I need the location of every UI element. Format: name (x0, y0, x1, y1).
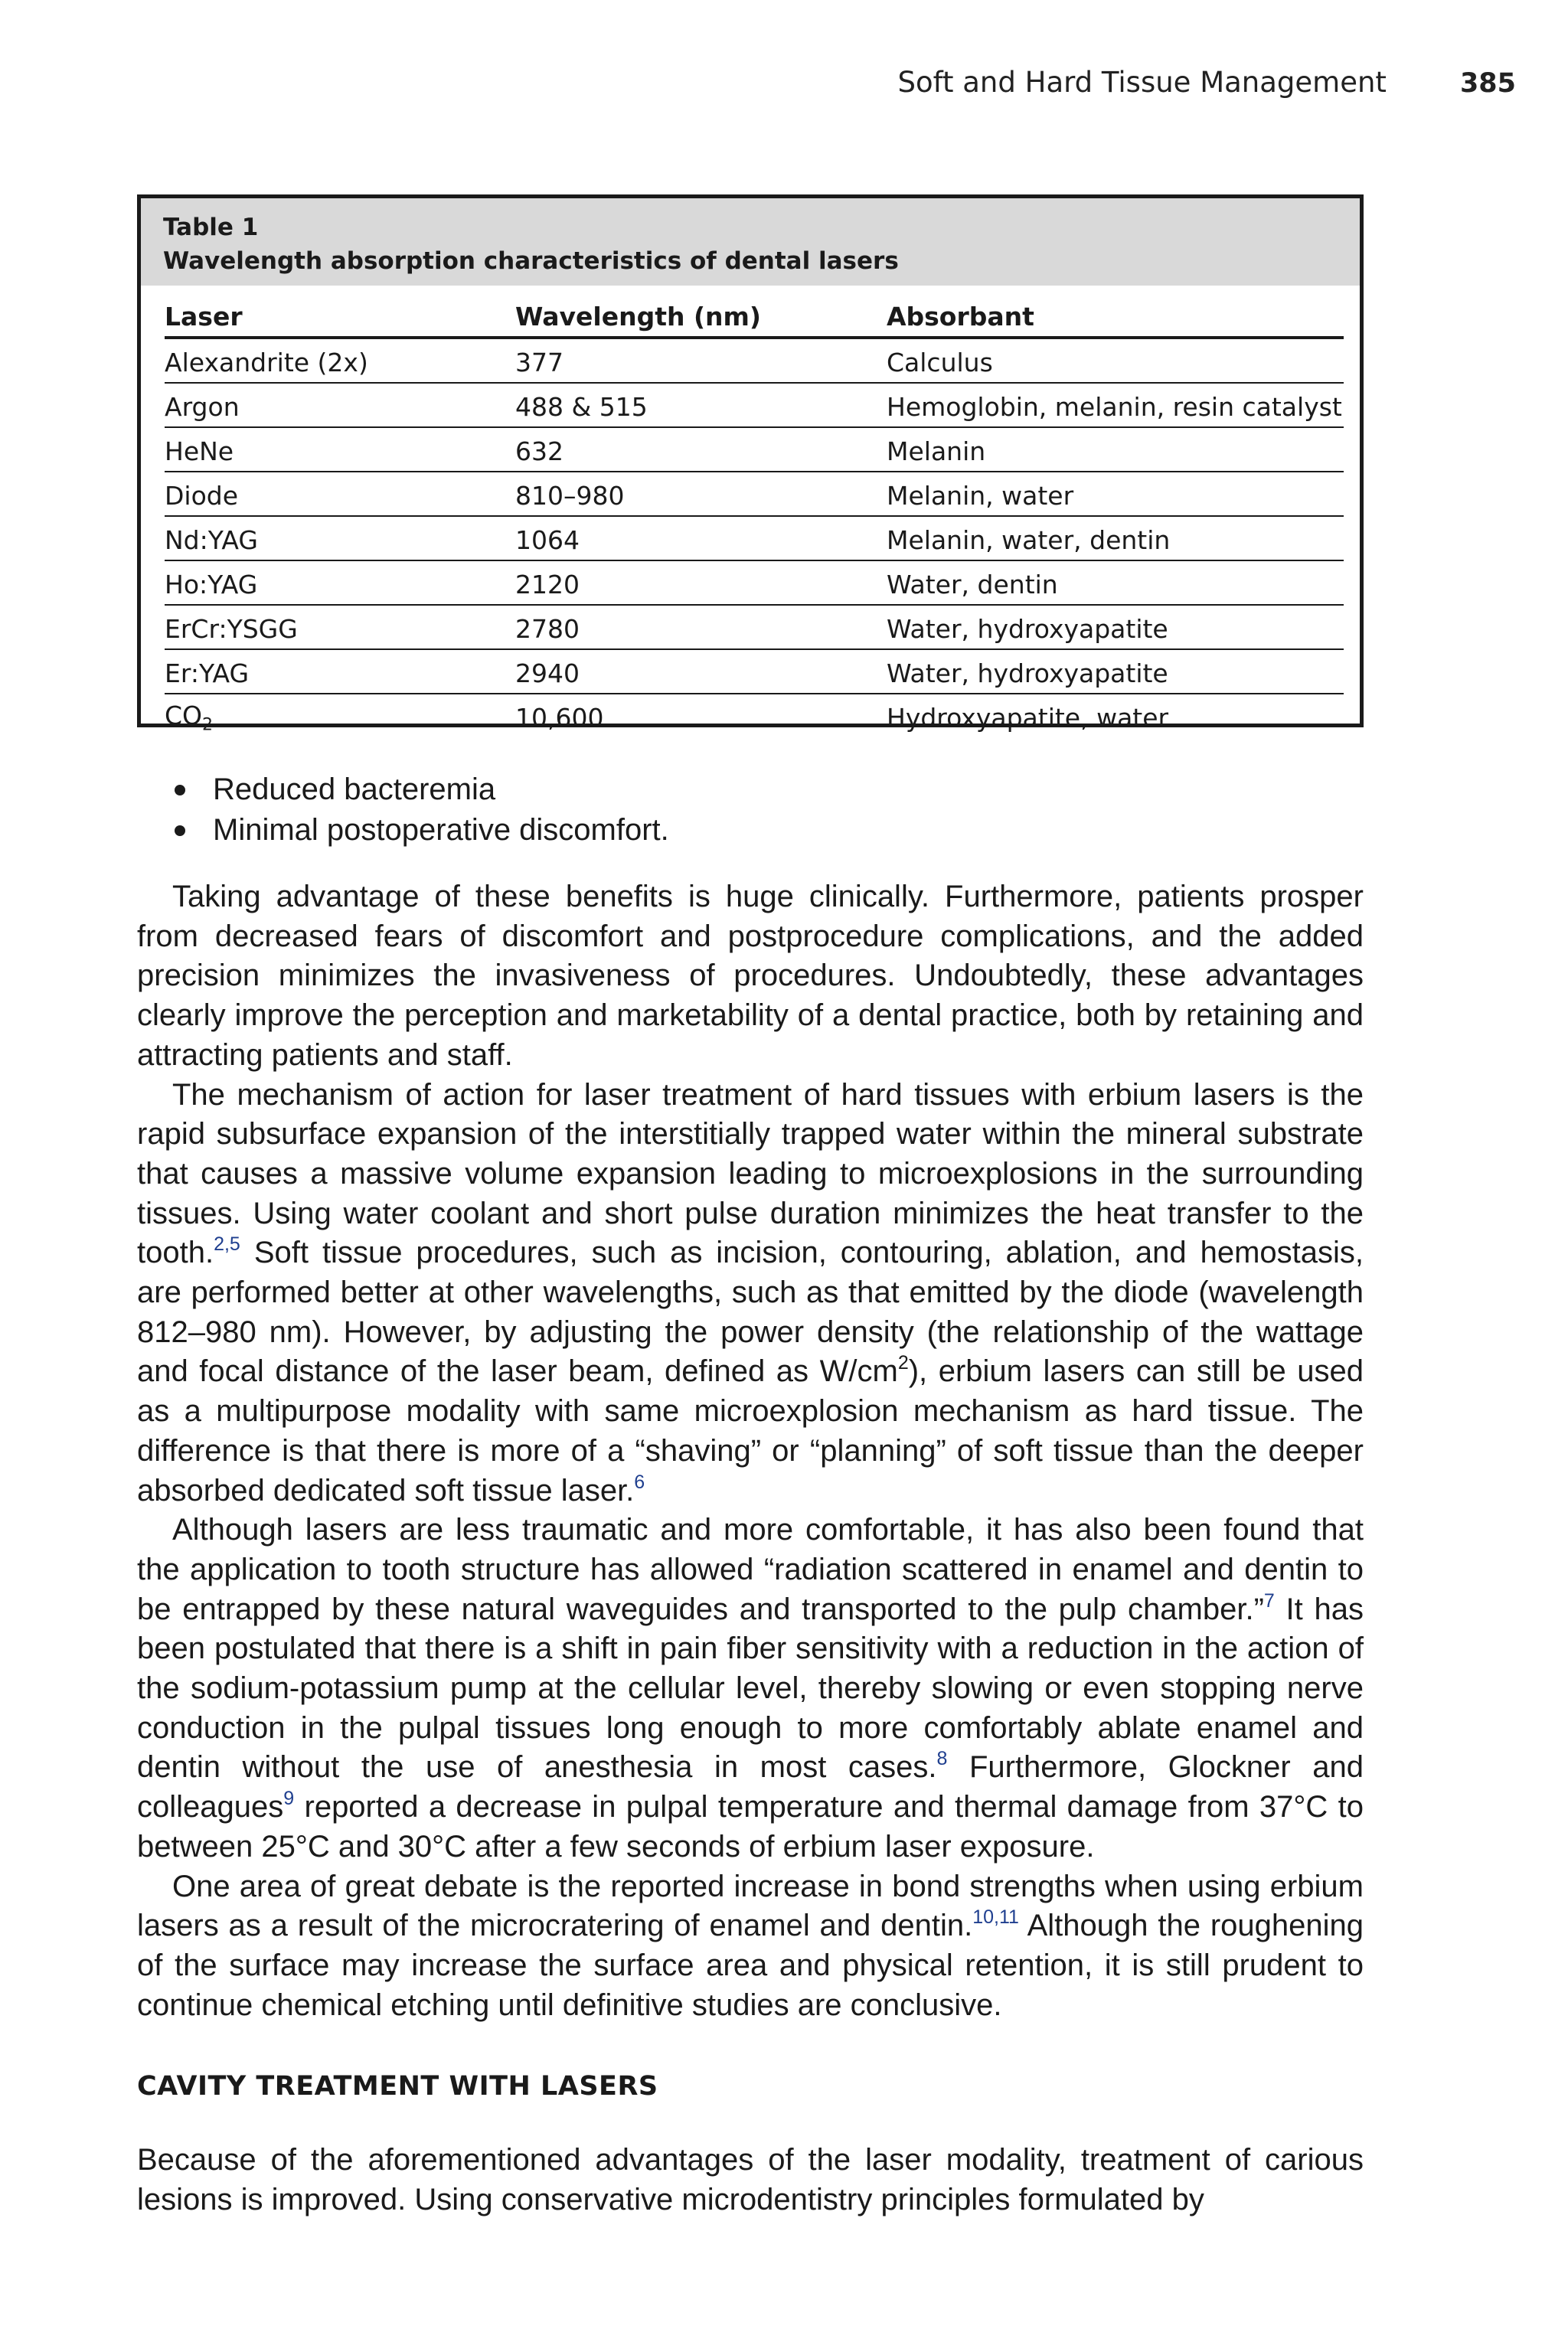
paragraph-text: The mechanism of action for laser treatment of hard tissues with erbium lasers is the rapid subsurface expansion of the interstitially trapped water within the mineral substrate that causes a massive volume expansion leading to microexplosions in the surrounding tissues. Using water coolant and short pulse duration minimizes the heat transfer to the tooth. (137, 1077, 1364, 1270)
paragraph-2 (137, 1076, 1364, 1511)
paragraph-text: Soft tissue procedures, such as incision, contouring, ablation, and hemostasis, are performed better at other wavelengths, such as that emitted by the diode (wavelength 812–980 nm). However, by adjusting the power density (the relationship of the wattage and focal distance of the laser beam, defined as W/cm (137, 1236, 1364, 1389)
absorbant-cell: Water, hydroxyapatite (887, 649, 1344, 694)
table-row (165, 560, 1344, 605)
citation-ref[interactable]: 9 (283, 1788, 295, 1810)
paragraph-text: Taking advantage of these benefits is huge clinically. Furthermore, patients prosper from decreased fears of discomfort and postprocedure complications, and the added precision minimizes the invasiveness of procedures. Undoubtedly, these advantages clearly improve the perception and marketability of a dental practice, both by retaining and attracting patients and staff. (137, 880, 1364, 1072)
table-row (165, 338, 1344, 383)
paragraph-text: ), erbium lasers can still be used as a multipurpose modality with same microexplosion mechanism as hard tissue. The difference is that there is more of a “shaving” or “planning” of soft tissue than the deeper absorbed dedicated soft tissue laser. (137, 1354, 1364, 1508)
column-header-laser: Laser (165, 296, 515, 338)
table-row (165, 605, 1344, 649)
wavelength-cell: 2120 (515, 560, 887, 605)
laser-cell: $CO_2$ (165, 700, 214, 735)
table-caption (141, 198, 1360, 286)
benefit-list (175, 769, 669, 851)
paragraph-4 (137, 1867, 1364, 2026)
citation-ref[interactable]: 6 (634, 1471, 645, 1493)
table-1 (137, 194, 1364, 735)
running-title: Soft and Hard Tissue Management (897, 66, 1387, 99)
paragraph-1 (137, 877, 1364, 1076)
table-title: Wavelength absorption characteristics of dental lasers (163, 247, 899, 275)
absorbant-cell: Hydroxyapatite, water (887, 702, 1169, 733)
paragraph-text: Although lasers are less traumatic and more comfortable, it has also been found that the application to tooth structure has allowed “radiation scattered in enamel and dentin to be entrapped by these natural waveguides and transported to the pulp chamber.” (137, 1513, 1364, 1626)
wavelength-cell: 2780 (515, 605, 887, 649)
list-item: Minimal postoperative discomfort. (175, 810, 669, 851)
table-row (165, 649, 1344, 694)
laser-table (165, 296, 1344, 737)
absorbant-cell: Melanin, water (887, 472, 1344, 516)
body-text (137, 877, 1364, 2025)
table-row (165, 427, 1344, 472)
laser-cell: Ho:YAG (165, 560, 515, 605)
laser-cell: ErCr:YSGG (165, 605, 515, 649)
paragraph-3 (137, 1511, 1364, 1867)
wavelength-cell: 377 (515, 338, 887, 383)
running-header (865, 66, 1516, 99)
subscript: 2 (202, 715, 214, 735)
table-label: Table 1 (163, 214, 259, 241)
table-row (165, 694, 1344, 737)
paragraph-text: One area of great debate is the reported increase in bond strengths when using erbium lasers as a result of the microcratering of enamel and dentin. (137, 1869, 1364, 1943)
page-number: 385 (1459, 68, 1516, 99)
citation-ref[interactable]: 7 (1263, 1589, 1275, 1612)
absorbant-cell: Hemoglobin, melanin, resin catalyst (887, 383, 1344, 427)
column-header-absorbant: Absorbant (887, 296, 1344, 338)
section-heading: CAVITY TREATMENT WITH LASERS (137, 2071, 658, 2102)
table-header-row (165, 296, 1344, 338)
paragraph-text: Furthermore, Glockner and colleagues (137, 1750, 1364, 1824)
table-row (165, 383, 1344, 427)
section-body (137, 2141, 1364, 2220)
table-row (165, 472, 1344, 516)
absorbant-cell: Melanin (887, 427, 1344, 472)
citation-ref[interactable]: 10,11 (972, 1906, 1019, 1929)
column-header-wavelength: Wavelength (nm) (515, 296, 887, 338)
wavelength-cell: 1064 (515, 516, 887, 560)
wavelength-cell: 810–980 (515, 472, 887, 516)
laser-cell: Argon (165, 383, 515, 427)
wavelength-cell: 10,600 (515, 702, 604, 733)
absorbant-cell: Calculus (887, 338, 1344, 383)
wavelength-cell: 2940 (515, 649, 887, 694)
paragraph-text: It has been postulated that there is a shift in pain fiber sensitivity with a reduction in the action of the sodium-potassium pump at the cellular level, thereby slowing or even stopping nerve conduction in the pulpal tissues long enough to more comfortably ablate enamel and dentin without the use of anesthesia in most cases. (137, 1592, 1364, 1785)
list-item: Reduced bacteremia (175, 769, 669, 810)
paragraph-text: Although the roughening of the surface may increase the surface area and physical retention, it is still prudent to continue chemical etching until definitive studies are conclusive. (137, 1909, 1364, 2022)
section-paragraph: Because of the aforementioned advantages of the laser modality, treatment of carious lesions is improved. Using conservative microdentistry principles formulated by (137, 2143, 1364, 2216)
paragraph-text: reported a decrease in pulpal temperature and thermal damage from 37°C to between 25°C and 30°C after a few seconds of erbium laser exposure. (137, 1790, 1364, 1864)
citation-ref[interactable]: 8 (936, 1748, 948, 1770)
laser-cell: Diode (165, 472, 515, 516)
wavelength-cell: 488 & 515 (515, 383, 887, 427)
citation-ref[interactable]: 2,5 (214, 1233, 240, 1256)
unit-superscript: 2 (897, 1352, 909, 1374)
absorbant-cell: Melanin, water, dentin (887, 516, 1344, 560)
laser-cell: Alexandrite (2x) (165, 338, 515, 383)
absorbant-cell: Water, dentin (887, 560, 1344, 605)
wavelength-cell: 632 (515, 427, 887, 472)
laser-cell: Nd:YAG (165, 516, 515, 560)
laser-cell: Er:YAG (165, 649, 515, 694)
table-row (165, 516, 1344, 560)
absorbant-cell: Water, hydroxyapatite (887, 605, 1344, 649)
laser-cell: HeNe (165, 427, 515, 472)
